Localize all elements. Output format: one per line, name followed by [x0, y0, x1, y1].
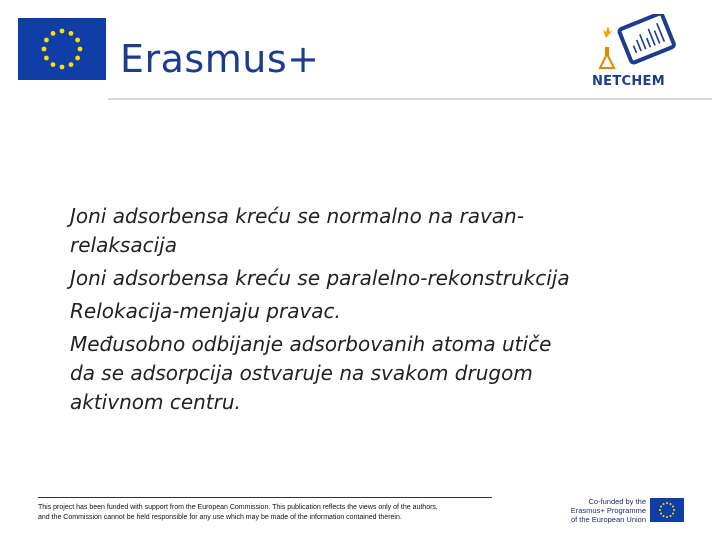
cofund-line: Co-funded by the	[588, 497, 646, 506]
eu-flag-small-icon	[650, 498, 684, 522]
cofund-line: Erasmus+ Programme	[570, 506, 646, 515]
eu-flag-logo	[18, 18, 106, 80]
funding-disclaimer	[38, 503, 508, 523]
body-paragraph-3	[70, 297, 690, 326]
body-paragraph-1	[70, 202, 690, 260]
body-line: da se adsorpcija ostvaruje na svakom drugom	[70, 361, 533, 385]
disclaimer-line: and the Commission cannot be held responsible for any use which may be made of the information contained therein.	[38, 514, 402, 521]
body-paragraph-4	[70, 330, 690, 417]
erasmus-plus-logo-text: Erasmus+	[120, 37, 320, 81]
footer-divider	[38, 497, 492, 498]
slide-body	[70, 202, 690, 421]
header-divider	[108, 98, 712, 100]
body-line: Joni adsorbensa kreću se paralelno-rekonstrukcija	[70, 266, 570, 290]
body-line: Međusobno odbijanje adsorbovanih atoma utiče	[70, 332, 552, 356]
body-line: relaksacija	[70, 233, 177, 257]
cofunded-label	[568, 497, 646, 524]
cofund-line: of the European Union	[570, 515, 646, 524]
netchem-logo-text: NETCHEM	[592, 74, 665, 89]
body-line: aktivnom centru.	[70, 390, 241, 414]
body-line: Relokacija-menjaju pravac.	[70, 299, 341, 323]
disclaimer-line: This project has been funded with support from the European Commission. This publication reflects the views only of the authors,	[38, 504, 438, 511]
header	[0, 0, 720, 100]
body-line: Joni adsorbensa kreću se normalno na ravan-	[70, 204, 524, 228]
body-paragraph-2	[70, 264, 690, 293]
